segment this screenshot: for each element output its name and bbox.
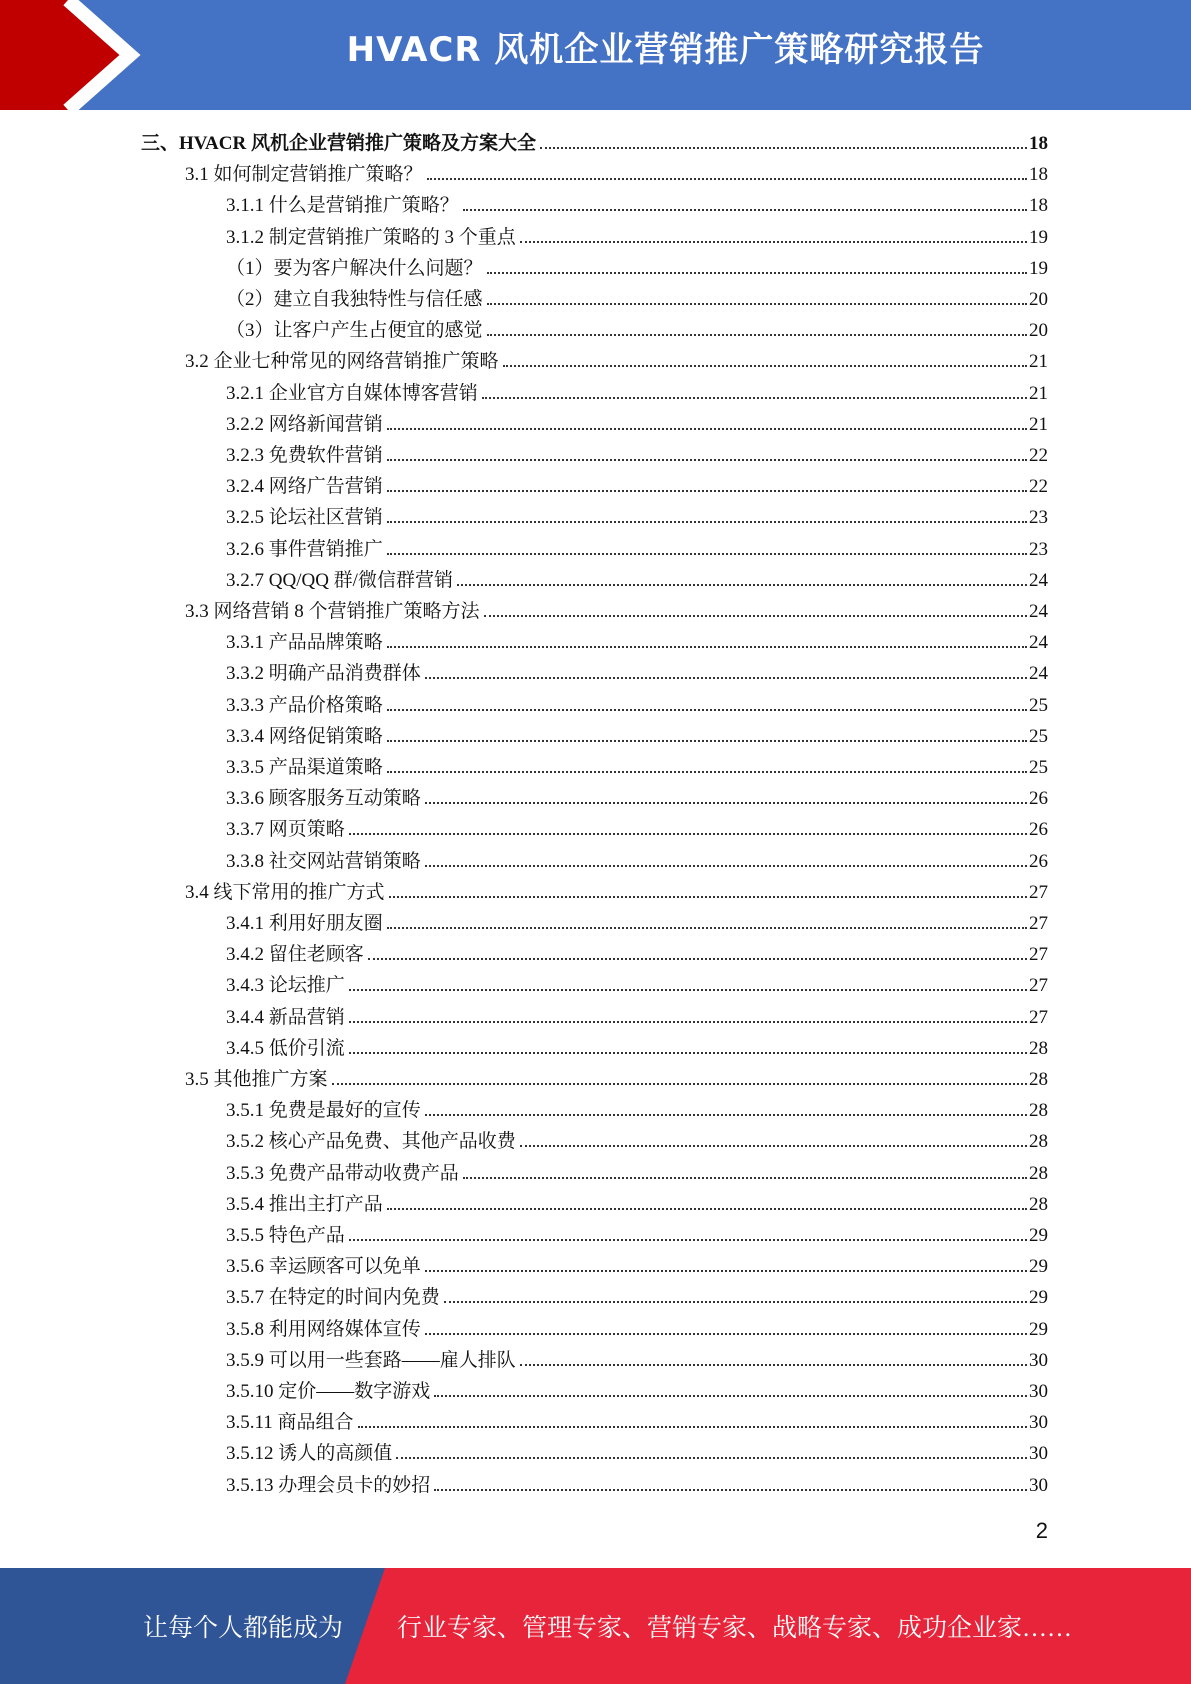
toc-dot-leader — [487, 272, 1027, 274]
toc-entry-page: 26 — [1029, 788, 1048, 810]
toc-entry-title: 3.2.4 网络广告营销 — [226, 476, 383, 498]
toc-entry[interactable] — [226, 1438, 1048, 1469]
toc-dot-leader — [487, 303, 1027, 305]
toc-entry[interactable] — [226, 284, 1048, 315]
toc-entry-page: 18 — [1029, 133, 1048, 154]
toc-entry-page: 30 — [1029, 1349, 1048, 1371]
page-number: 2 — [1035, 1518, 1048, 1543]
toc-dot-leader — [425, 865, 1027, 867]
toc-dot-leader — [349, 1021, 1027, 1023]
toc-dot-leader — [387, 521, 1027, 523]
toc-entry-title: 3.3 网络营销 8 个营销推广策略方法 — [185, 601, 480, 622]
toc-entry-page: 29 — [1029, 1225, 1048, 1246]
toc-entry-title: 3.5.12 诱人的高颜值 — [226, 1443, 393, 1465]
toc-entry[interactable] — [226, 846, 1048, 877]
toc-entry-title: 3.3.3 产品价格策略 — [226, 694, 383, 716]
toc-entry[interactable] — [226, 752, 1048, 783]
toc-entry[interactable] — [185, 1064, 1048, 1095]
toc-entry-title: 3.1.2 制定营销推广策略的 3 个重点 — [226, 226, 516, 248]
toc-entry-title: （3）让客户产生占便宜的感觉 — [226, 320, 483, 342]
toc-entry[interactable] — [226, 1126, 1048, 1157]
header-title: HVACR 风机企业营销推广策略研究报告 — [346, 30, 985, 70]
toc-dot-leader — [487, 334, 1027, 336]
toc-entry-title: 3.2.5 论坛社区营销 — [226, 507, 383, 529]
toc-entry[interactable] — [226, 1189, 1048, 1220]
toc-entry[interactable] — [226, 222, 1048, 253]
toc-dot-leader — [425, 1114, 1027, 1116]
toc-entry-title: （1）要为客户解决什么问题？ — [226, 257, 483, 279]
toc-dot-leader — [520, 1145, 1027, 1147]
toc-entry-page: 25 — [1029, 757, 1048, 778]
toc-entry-title: 3.5 其他推广方案 — [185, 1069, 328, 1090]
toc-entry-title: 3.5.8 利用网络媒体宣传 — [226, 1318, 421, 1340]
toc-entry[interactable] — [226, 627, 1048, 658]
toc-entry[interactable] — [226, 1251, 1048, 1282]
toc-entry[interactable] — [226, 1002, 1048, 1033]
toc-entry-title: （2）建立自我独特性与信任感 — [226, 289, 483, 310]
toc-dot-leader — [332, 1083, 1027, 1085]
toc-entry-page: 21 — [1029, 413, 1048, 435]
toc-entry-title: 3.4.3 论坛推广 — [226, 975, 345, 997]
toc-dot-leader — [387, 553, 1027, 555]
toc-entry-page: 24 — [1029, 663, 1048, 685]
header-chevron-decoration — [0, 0, 160, 110]
toc-dot-leader — [457, 584, 1027, 586]
toc-dot-leader — [427, 178, 1027, 180]
toc-entry-page: 30 — [1029, 1381, 1048, 1402]
toc-entry[interactable] — [226, 502, 1048, 533]
toc-dot-leader — [425, 802, 1027, 804]
toc-entry[interactable] — [226, 565, 1048, 596]
toc-entry-page: 20 — [1029, 320, 1048, 342]
toc-entry[interactable] — [226, 1158, 1048, 1189]
toc-entry[interactable] — [226, 1282, 1048, 1313]
toc-dot-leader — [425, 1333, 1027, 1335]
toc-entry-page: 21 — [1029, 351, 1048, 373]
toc-entry-title: 3.5.2 核心产品免费、其他产品收费 — [226, 1131, 516, 1153]
toc-dot-leader — [387, 1208, 1027, 1210]
toc-entry-title: 3.1 如何制定营销推广策略？ — [185, 164, 423, 186]
toc-entry-title: 3.3.5 产品渠道策略 — [226, 757, 383, 778]
toc-entry-page: 22 — [1029, 445, 1048, 466]
toc-dot-leader — [358, 1426, 1027, 1428]
toc-dot-leader — [520, 241, 1027, 243]
toc-entry-title: 3.3.6 顾客服务互动策略 — [226, 788, 421, 810]
toc-entry-page: 24 — [1029, 632, 1048, 654]
toc-entry-page: 20 — [1029, 289, 1048, 310]
toc-entry-page: 29 — [1029, 1287, 1048, 1309]
toc-entry-title: 3.2.2 网络新闻营销 — [226, 413, 383, 435]
toc-dot-leader — [389, 896, 1027, 898]
toc-entry[interactable] — [226, 378, 1048, 409]
toc-dot-leader — [349, 833, 1027, 835]
toc-dot-leader — [425, 677, 1027, 679]
toc-dot-leader — [520, 1364, 1027, 1366]
toc-dot-leader — [387, 740, 1027, 742]
toc-entry-title: 3.5.4 推出主打产品 — [226, 1193, 383, 1215]
toc-entry[interactable] — [226, 939, 1048, 970]
toc-entry[interactable] — [226, 1220, 1048, 1251]
page-footer — [0, 1568, 1191, 1684]
toc-dot-leader — [463, 1177, 1027, 1179]
toc-dot-leader — [387, 459, 1027, 461]
toc-entry-page: 27 — [1029, 913, 1048, 934]
toc-entry-page: 27 — [1029, 1006, 1048, 1028]
toc-entry[interactable] — [226, 658, 1048, 689]
toc-entry-title: 3.2.6 事件营销推广 — [226, 538, 383, 560]
toc-entry[interactable] — [226, 721, 1048, 752]
toc-dot-leader — [387, 709, 1027, 711]
toc-dot-leader — [387, 490, 1027, 492]
toc-entry[interactable] — [226, 814, 1048, 845]
page-header — [0, 0, 1191, 110]
toc-entry-title: 3.4.1 利用好朋友圈 — [226, 913, 383, 934]
toc-entry[interactable] — [226, 409, 1048, 440]
toc-entry-page: 29 — [1029, 1318, 1048, 1340]
toc-entry-page: 25 — [1029, 694, 1048, 716]
toc-entry-title: 3.3.7 网页策略 — [226, 819, 345, 841]
toc-entry-page: 26 — [1029, 850, 1048, 872]
toc-entry-page: 18 — [1029, 195, 1048, 217]
toc-entry-title: 3.2 企业七种常见的网络营销推广策略 — [185, 351, 499, 373]
toc-entry[interactable] — [226, 253, 1048, 284]
toc-entry-title: 3.3.4 网络促销策略 — [226, 725, 383, 747]
toc-entry-title: 3.5.11 商品组合 — [226, 1412, 354, 1434]
toc-entry[interactable] — [226, 471, 1048, 502]
toc-entry-page: 21 — [1029, 382, 1048, 404]
toc-entry[interactable] — [226, 1033, 1048, 1064]
toc-entry[interactable] — [185, 596, 1048, 627]
toc-dot-leader — [463, 209, 1027, 211]
toc-entry-title: 3.2.3 免费软件营销 — [226, 445, 383, 466]
toc-entry-title: 3.5.9 可以用一些套路——雇人排队 — [226, 1349, 516, 1371]
toc-entry-page: 28 — [1029, 1162, 1048, 1184]
toc-entry-page: 28 — [1029, 1037, 1048, 1059]
toc-entry-page: 27 — [1029, 881, 1048, 903]
toc-dot-leader — [349, 1052, 1027, 1054]
toc-entry-title: 3.5.5 特色产品 — [226, 1225, 345, 1246]
toc-dot-leader — [425, 1270, 1027, 1272]
toc-dot-leader — [434, 1395, 1027, 1397]
toc-entry[interactable] — [226, 1470, 1048, 1501]
toc-entry-title: 3.5.6 幸运顾客可以免单 — [226, 1256, 421, 1278]
toc-dot-leader — [387, 646, 1027, 648]
toc-entry-title: 3.4.2 留住老顾客 — [226, 944, 364, 966]
toc-entry[interactable] — [185, 159, 1048, 190]
toc-dot-leader — [349, 1239, 1027, 1241]
toc-entry-title: 3.1.1 什么是营销推广策略？ — [226, 195, 459, 217]
toc-entry[interactable] — [226, 1095, 1048, 1126]
toc-entry-page: 23 — [1029, 538, 1048, 560]
toc-entry-page: 27 — [1029, 975, 1048, 997]
toc-entry-page: 22 — [1029, 476, 1048, 498]
footer-slogan-right: 行业专家、管理专家、营销专家、战略专家、成功企业家…… — [397, 1615, 1073, 1642]
toc-entry-page: 25 — [1029, 725, 1048, 747]
toc-entry-title: 3.5.10 定价——数字游戏 — [226, 1381, 431, 1402]
toc-entry-page: 30 — [1029, 1412, 1048, 1434]
toc-entry-page: 28 — [1029, 1100, 1048, 1122]
toc-entry[interactable] — [226, 1314, 1048, 1345]
toc-entry-title: 3.3.8 社交网站营销策略 — [226, 850, 421, 872]
toc-entry[interactable] — [226, 315, 1048, 346]
toc-entry-page: 19 — [1029, 226, 1048, 248]
toc-entry-page: 28 — [1029, 1131, 1048, 1153]
toc-entry-page: 23 — [1029, 507, 1048, 529]
toc-entry[interactable] — [226, 1376, 1048, 1407]
toc-entry[interactable] — [226, 440, 1048, 471]
toc-entry-page: 30 — [1029, 1474, 1048, 1496]
toc-entry[interactable] — [226, 534, 1048, 565]
toc-entry[interactable] — [226, 1407, 1048, 1438]
toc-dot-leader — [484, 615, 1027, 617]
toc-dot-leader — [387, 428, 1027, 430]
toc-entry[interactable] — [226, 690, 1048, 721]
toc-entry[interactable] — [226, 783, 1048, 814]
toc-entry-page: 28 — [1029, 1069, 1048, 1090]
toc-entry[interactable] — [226, 970, 1048, 1001]
toc-entry-page: 29 — [1029, 1256, 1048, 1278]
toc-entry-title: 3.5.7 在特定的时间内免费 — [226, 1287, 440, 1309]
footer-slogan-left: 让每个人都能成为 — [143, 1615, 344, 1642]
toc-dot-leader — [368, 958, 1027, 960]
toc-dot-leader — [387, 771, 1027, 773]
toc-entry-title: 3.2.7 QQ/QQ 群/微信群营销 — [226, 569, 453, 591]
toc-entry[interactable] — [185, 877, 1048, 908]
toc-dot-leader — [396, 1457, 1027, 1459]
toc-entry-title: 3.5.1 免费是最好的宣传 — [226, 1100, 421, 1122]
toc-entry-title: 三、HVACR 风机企业营销推广策略及方案大全 — [141, 133, 536, 154]
toc-entry-title: 3.2.1 企业官方自媒体博客营销 — [226, 382, 478, 404]
toc-entry[interactable] — [141, 128, 1048, 159]
toc-entry-title: 3.4.4 新品营销 — [226, 1006, 345, 1028]
toc-dot-leader — [434, 1489, 1027, 1491]
toc-entry-page: 19 — [1029, 257, 1048, 279]
toc-entry-page: 30 — [1029, 1443, 1048, 1465]
toc-dot-leader — [540, 147, 1027, 149]
toc-dot-leader — [387, 927, 1027, 929]
toc-entry-title: 3.5.3 免费产品带动收费产品 — [226, 1162, 459, 1184]
toc-entry-title: 3.4.5 低价引流 — [226, 1037, 345, 1059]
toc-entry[interactable] — [185, 346, 1048, 377]
toc-entry-title: 3.4 线下常用的推广方式 — [185, 881, 385, 903]
toc-entry-page: 24 — [1029, 601, 1048, 622]
toc-entry-page: 18 — [1029, 164, 1048, 186]
toc-entry-title: 3.3.1 产品品牌策略 — [226, 632, 383, 654]
toc-dot-leader — [349, 989, 1027, 991]
toc-entry[interactable] — [226, 1345, 1048, 1376]
toc-entry-page: 24 — [1029, 569, 1048, 591]
toc-entry-page: 27 — [1029, 944, 1048, 966]
toc-dot-leader — [444, 1301, 1027, 1303]
toc-entry-title: 3.5.13 办理会员卡的妙招 — [226, 1474, 431, 1496]
toc-dot-leader — [503, 365, 1027, 367]
toc-entry-title: 3.3.2 明确产品消费群体 — [226, 663, 421, 685]
toc-entry[interactable] — [226, 190, 1048, 221]
toc-entry[interactable] — [226, 908, 1048, 939]
toc-entry-page: 26 — [1029, 819, 1048, 841]
toc-entry-page: 28 — [1029, 1193, 1048, 1215]
toc-dot-leader — [482, 397, 1027, 399]
